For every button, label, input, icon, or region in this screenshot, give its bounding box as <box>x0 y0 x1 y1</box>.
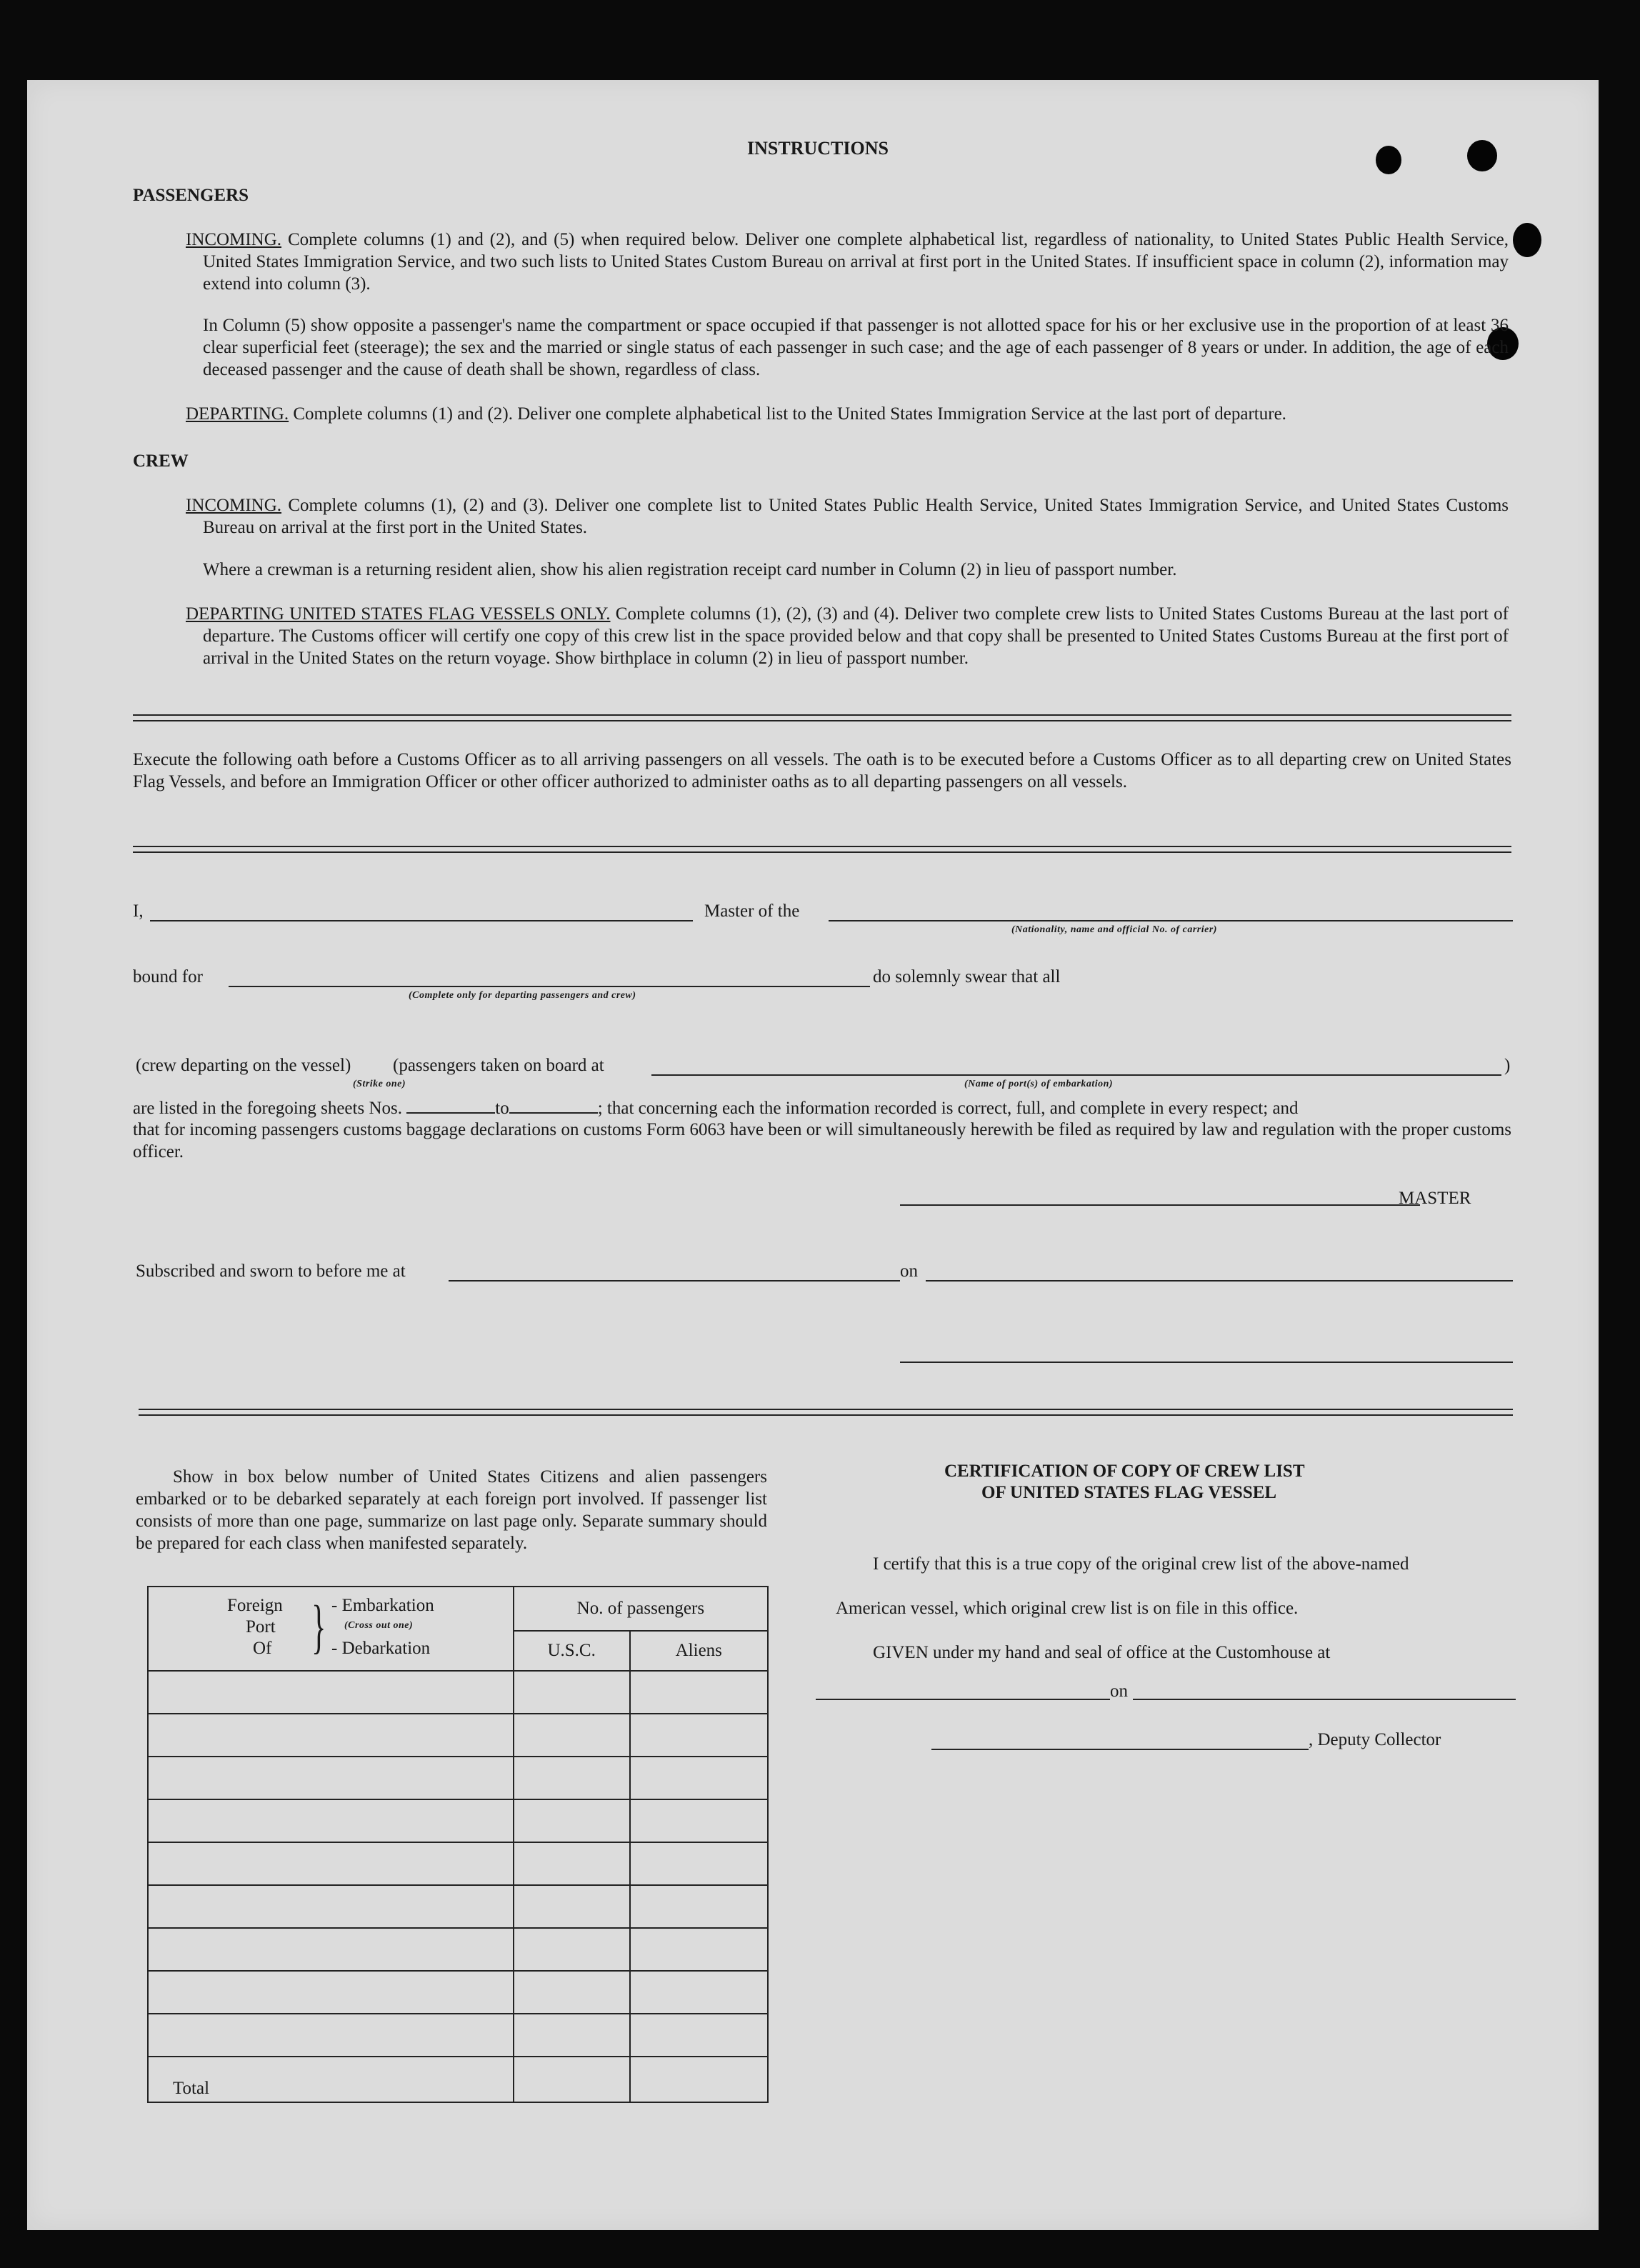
debarkation-option[interactable]: - Debarkation <box>331 1639 431 1658</box>
certification-on-label: on <box>1110 1682 1128 1701</box>
deputy-signature-field[interactable] <box>931 1749 1309 1750</box>
passengers-incoming-text: Complete columns (1) and (2), and (5) when required below. Deliver one complete alphabetical list, regardless of nationality, to United States Public Health Service, United States Immigration Service, and two such lists to United States Custom Bureau on arrival at first port in the United States. If insufficient space in column (2), information may extend into column (3). <box>203 230 1509 294</box>
passenger-summary-table <box>147 1586 769 2103</box>
port-header-cell <box>148 1587 514 1671</box>
aliens-cell[interactable] <box>630 1842 768 1885</box>
port-cell[interactable] <box>148 1714 514 1757</box>
page-title: INSTRUCTIONS <box>747 138 889 159</box>
crew-incoming-label: INCOMING. <box>186 496 282 515</box>
col-port: Port <box>246 1617 276 1637</box>
usc-cell[interactable] <box>514 1885 630 1928</box>
nationality-caption: (Nationality, name and official No. of carrier) <box>1011 924 1217 935</box>
strike-one-caption: (Strike one) <box>353 1079 406 1089</box>
listed-to: to <box>495 1099 509 1118</box>
passengers-incoming-block <box>186 229 1509 295</box>
oath-i-label: I, <box>133 901 144 921</box>
listed-b: ; that concerning each the information recorded is correct, full, and complete in every respect; and <box>597 1099 1299 1118</box>
listed-a: are listed in the foregoing sheets Nos. <box>133 1099 402 1118</box>
subscribed-date-field[interactable] <box>926 1280 1513 1282</box>
usc-total-cell[interactable] <box>514 2057 630 2102</box>
port-cell[interactable] <box>148 1799 514 1842</box>
subscribed-on-label: on <box>900 1262 918 1281</box>
customhouse-field[interactable] <box>816 1699 1110 1700</box>
crew-departing-option[interactable]: (crew departing on the vessel) <box>136 1056 351 1075</box>
aliens-cell[interactable] <box>630 2014 768 2057</box>
aliens-cell[interactable] <box>630 1928 768 1971</box>
usc-cell[interactable] <box>514 1928 630 1971</box>
punch-hole <box>1513 223 1541 257</box>
embarkation-option[interactable]: - Embarkation <box>331 1596 434 1615</box>
form-sheet <box>27 80 1599 2230</box>
passengers-departing-block <box>186 403 1509 425</box>
sheet-to-field[interactable] <box>509 1098 598 1114</box>
usc-cell[interactable] <box>514 1671 630 1714</box>
certification-date-field[interactable] <box>1133 1699 1516 1700</box>
certify-text: I certify that this is a true copy of the original crew list of the above-named <box>873 1554 1409 1574</box>
passengers-departing-label: DEPARTING. <box>186 404 289 424</box>
crew-incoming-text: Complete columns (1), (2) and (3). Deliver one complete list to United States Public Health Service, United States Immigration Service, and United States Customs Bureau on arrival at the first port in the United States. <box>203 496 1509 537</box>
usc-cell[interactable] <box>514 1757 630 1799</box>
port-cell[interactable] <box>148 2014 514 2057</box>
brace-icon: } <box>311 1594 326 1660</box>
passengers-taken-option[interactable]: (passengers taken on board at <box>393 1056 604 1075</box>
bound-for-label: bound for <box>133 967 203 986</box>
aliens-cell[interactable] <box>630 1757 768 1799</box>
crew-departing-label: DEPARTING UNITED STATES FLAG VESSELS ONLY. <box>186 604 611 624</box>
passengers-departing-text: Complete columns (1) and (2). Deliver one complete alphabetical list to the United States Immigration Service at the last port of departure. <box>293 404 1286 424</box>
aliens-cell[interactable] <box>630 1671 768 1714</box>
master-of-label: Master of the <box>704 901 800 921</box>
summary-text: Show in box below number of United States Citizens and alien passengers embarked or to be debarked separately at each foreign port involved. If passenger list consists of more than one page, summarize on last page only. Separate summary should be prepared for each class when manifested separately. <box>136 1467 767 1553</box>
close-paren: ) <box>1504 1056 1511 1075</box>
usc-cell[interactable] <box>514 2014 630 2057</box>
ports-field[interactable] <box>651 1074 1501 1076</box>
section-divider <box>133 714 1511 721</box>
subscribed-label: Subscribed and sworn to before me at <box>136 1262 406 1281</box>
total-label: Total <box>173 2079 210 2098</box>
aliens-total-cell[interactable] <box>630 2057 768 2102</box>
master-name-field[interactable] <box>150 920 693 921</box>
deputy-collector-label: , Deputy Collector <box>1309 1730 1441 1749</box>
column5-text: In Column (5) show opposite a passenger's name the compartment or space occupied if that passenger is not allotted space for his or her exclusive use in the proportion of at least 36 clear superficial feet (steerage); the sex and the married or single status of each passenger in such case; and the age of each passenger of 8 years or under. In addition, the age of each deceased passenger and the cause of death shall be shown, regardless of class. <box>203 316 1509 379</box>
listed-line <box>133 1097 1511 1119</box>
usc-cell[interactable] <box>514 1971 630 2014</box>
certification-heading-2: OF UNITED STATES FLAG VESSEL <box>981 1483 1277 1502</box>
total-label-cell <box>148 2057 514 2102</box>
aliens-cell[interactable] <box>630 1971 768 2014</box>
subscribed-place-field[interactable] <box>449 1280 900 1282</box>
usc-cell[interactable] <box>514 1799 630 1842</box>
given-text: GIVEN under my hand and seal of office at the Customhouse at <box>873 1643 1331 1662</box>
punch-hole <box>1467 140 1497 171</box>
punch-hole <box>1376 146 1401 174</box>
no-of-passengers-header: No. of passengers <box>514 1587 768 1631</box>
col-of: Of <box>253 1639 272 1658</box>
crew-heading: CREW <box>133 451 189 471</box>
oath-intro: Execute the following oath before a Customs Officer as to all arriving passengers on all vessels. The oath is to be executed before a Customs Officer as to all departing crew on United States Flag Vessels, and before an Immigration Officer or other officer authorized to administer oaths as to all departing passengers on all vessels. <box>133 750 1511 791</box>
certification-heading-1: CERTIFICATION OF COPY OF CREW LIST <box>944 1462 1305 1481</box>
aliens-cell[interactable] <box>630 1885 768 1928</box>
passengers-incoming-label: INCOMING. <box>186 230 282 249</box>
crew-resident-text: Where a crewman is a returning resident alien, show his alien registration receipt card number in Column (2) in lieu of passport number. <box>203 560 1177 579</box>
master-label: MASTER <box>1399 1189 1471 1208</box>
usc-cell[interactable] <box>514 1842 630 1885</box>
port-cell[interactable] <box>148 1928 514 1971</box>
aliens-cell[interactable] <box>630 1714 768 1757</box>
bound-for-field[interactable] <box>229 986 870 987</box>
col-foreign: Foreign <box>227 1596 283 1615</box>
sheet-from-field[interactable] <box>406 1098 495 1114</box>
bottom-divider <box>139 1409 1513 1416</box>
officer-signature-field[interactable] <box>900 1362 1513 1363</box>
certify-text-2: American vessel, which original crew list is on file in this office. <box>836 1599 1299 1618</box>
listed-rest: that for incoming passengers customs baggage declarations on customs Form 6063 have been or will simultaneously herewith be filed as required by law and regulation with the proper customs officer. <box>133 1120 1511 1162</box>
ports-caption: (Name of port(s) of embarkation) <box>964 1079 1114 1089</box>
complete-only-caption: (Complete only for departing passengers and crew) <box>409 990 636 1001</box>
crew-departing-text: Complete columns (1), (2), (3) and (4). Deliver two complete crew lists to United States Customs Bureau at the last port of departure. The Customs officer will certify one copy of this crew list in the space provided below and that copy shall be presented to United States Customs Bureau at the first port of arrival in the United States on the return voyage. Show birthplace in column (2) in lieu of passport number. <box>203 604 1509 668</box>
crew-incoming-block <box>186 494 1509 539</box>
port-cell[interactable] <box>148 1757 514 1799</box>
port-cell[interactable] <box>148 1671 514 1714</box>
port-cell[interactable] <box>148 1971 514 2014</box>
carrier-field[interactable] <box>829 920 1513 921</box>
oath-divider <box>133 846 1511 853</box>
swear-text: do solemnly swear that all <box>873 967 1061 986</box>
aliens-header: Aliens <box>630 1631 768 1671</box>
passengers-heading: PASSENGERS <box>133 186 249 205</box>
usc-header: U.S.C. <box>514 1631 630 1671</box>
aliens-cell[interactable] <box>630 1799 768 1842</box>
port-cell[interactable] <box>148 1842 514 1885</box>
master-signature-field[interactable] <box>900 1204 1420 1206</box>
crew-departing-block <box>186 603 1509 669</box>
usc-cell[interactable] <box>514 1714 630 1757</box>
port-cell[interactable] <box>148 1885 514 1928</box>
cross-out-caption: (Cross out one) <box>344 1620 414 1631</box>
